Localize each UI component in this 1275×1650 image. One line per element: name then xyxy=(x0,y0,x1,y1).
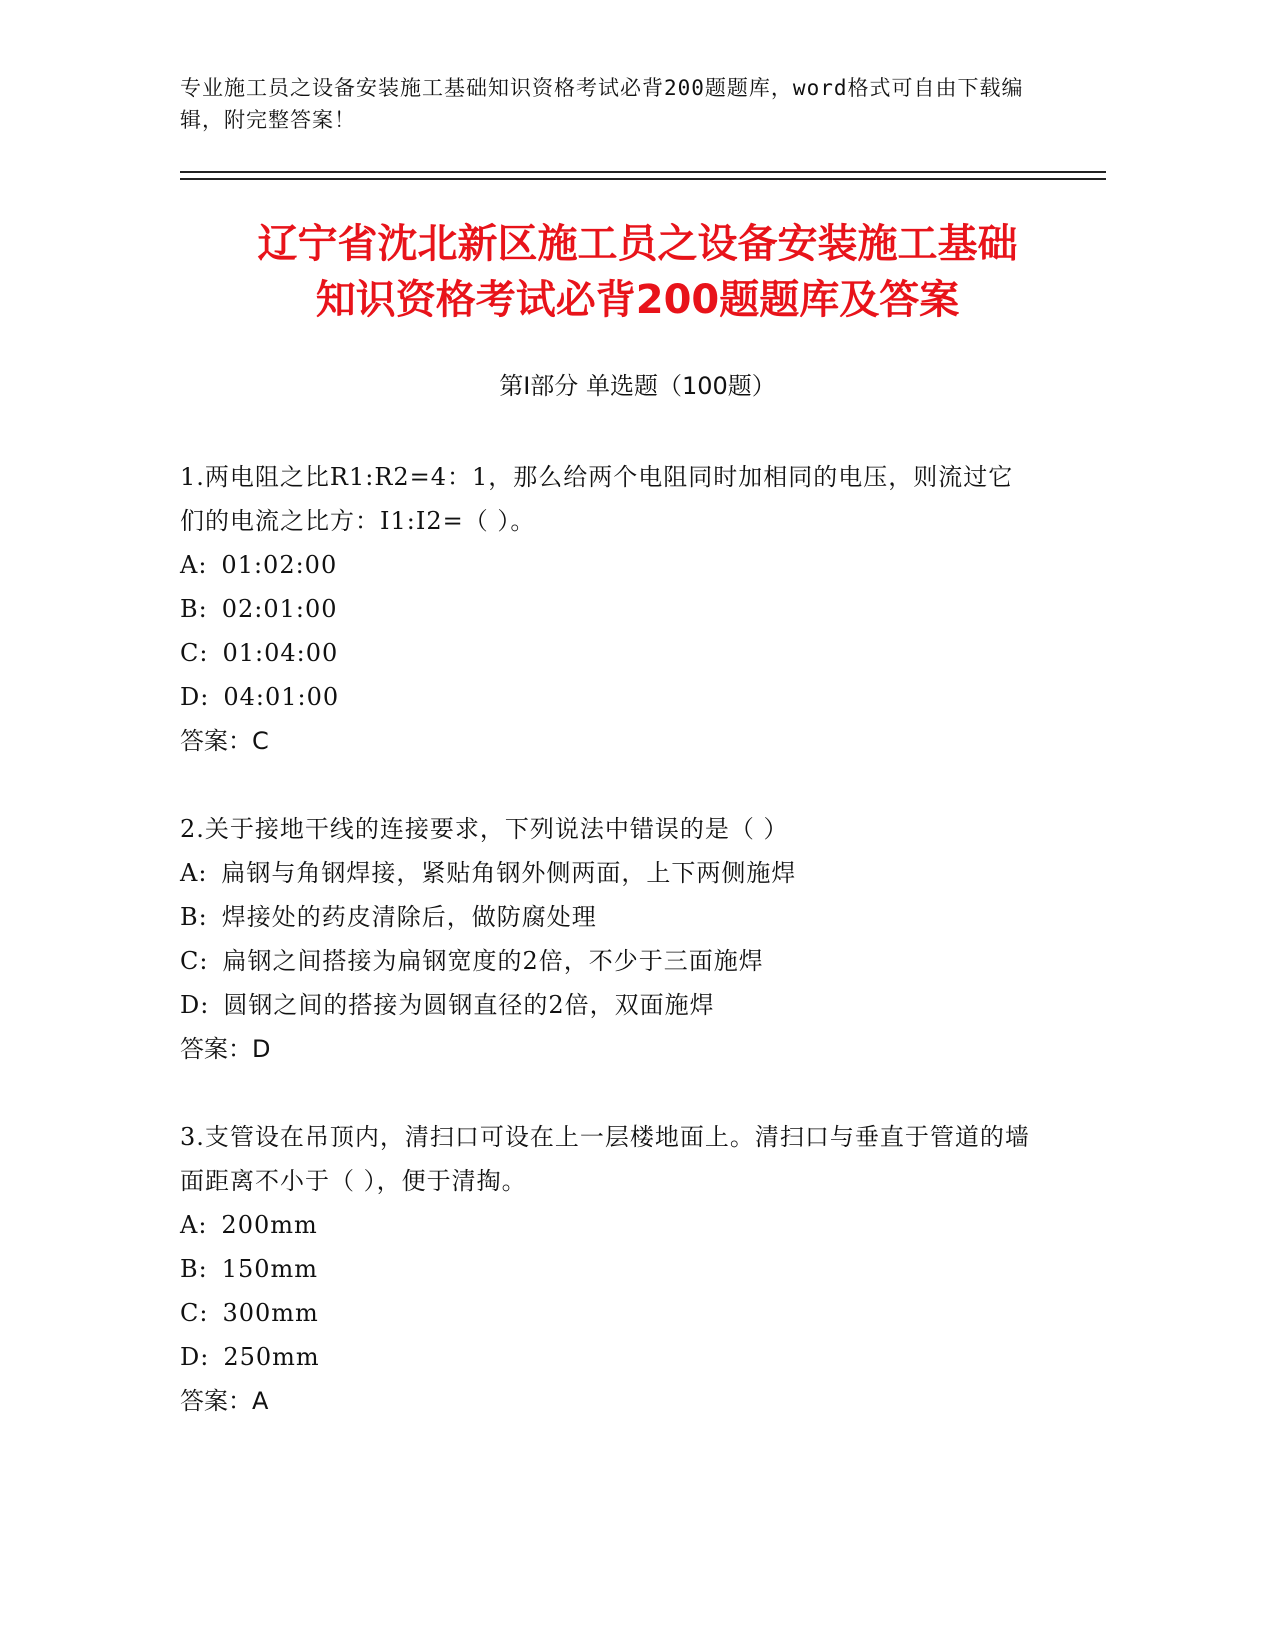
header-divider-top xyxy=(180,171,1106,173)
option-b xyxy=(180,895,1030,939)
question-2 xyxy=(180,807,1030,1071)
option-text: 01:02:00 xyxy=(221,551,338,579)
option-letter: A: xyxy=(180,1211,208,1239)
option-text: 扁钢与角钢焊接，紧贴角钢外侧两面，上下两侧施焊 xyxy=(221,859,797,887)
option-text: 300mm xyxy=(222,1299,319,1327)
option-text: 200mm xyxy=(221,1211,318,1239)
question-list xyxy=(180,455,1030,1467)
option-text: 焊接处的药皮清除后，做防腐处理 xyxy=(221,903,597,931)
option-b xyxy=(180,1247,1030,1291)
option-text: 圆钢之间的搭接为圆钢直径的2倍，双面施焊 xyxy=(223,991,715,1019)
option-text: 250mm xyxy=(223,1343,320,1371)
option-letter: B: xyxy=(180,595,208,623)
option-letter: B: xyxy=(180,1255,208,1283)
answer-line: 答案：A xyxy=(180,1387,269,1415)
title-line-2: 知识资格考试必背200题题库及答案 xyxy=(315,277,960,323)
option-text: 04:01:00 xyxy=(223,683,340,711)
answer-line: 答案：D xyxy=(180,1035,271,1063)
option-d xyxy=(180,983,1030,1027)
header-note: 专业施工员之设备安装施工基础知识资格考试必背200题题库，word格式可自由下载编辑，附完整答案！ xyxy=(180,76,1024,132)
option-letter: C: xyxy=(180,947,209,975)
option-d xyxy=(180,1335,1030,1379)
option-c xyxy=(180,1291,1030,1335)
option-letter: A: xyxy=(180,551,208,579)
option-letter: D: xyxy=(180,991,210,1019)
option-b xyxy=(180,587,1030,631)
question-stem: 3.支管设在吊顶内，清扫口可设在上一层楼地面上。清扫口与垂直于管道的墙面距离不小于（ ），便于清掏。 xyxy=(180,1123,1030,1195)
question-stem: 2.关于接地干线的连接要求，下列说法中错误的是（ ） xyxy=(180,815,789,843)
header-divider-bottom xyxy=(180,178,1106,180)
option-letter: D: xyxy=(180,1343,210,1371)
option-a xyxy=(180,851,1030,895)
option-letter: B: xyxy=(180,903,208,931)
question-1 xyxy=(180,455,1030,763)
option-letter: C: xyxy=(180,639,209,667)
option-text: 150mm xyxy=(221,1255,319,1283)
option-c xyxy=(180,631,1030,675)
answer-line: 答案：C xyxy=(180,727,269,755)
title-line-1: 辽宁省沈北新区施工员之设备安装施工基础 xyxy=(257,221,1018,267)
question-3 xyxy=(180,1115,1030,1423)
option-letter: A: xyxy=(180,859,208,887)
document-title xyxy=(120,216,1155,328)
option-text: 02:01:00 xyxy=(221,595,338,623)
question-stem: 1.两电阻之比R1:R2=4：1，那么给两个电阻同时加相同的电压，则流过它们的电流之比方：I1:I2=（ ）。 xyxy=(180,463,1014,535)
option-a xyxy=(180,1203,1030,1247)
option-letter: C: xyxy=(180,1299,209,1327)
option-letter: D: xyxy=(180,683,210,711)
option-d xyxy=(180,675,1030,719)
option-text: 01:04:00 xyxy=(222,639,339,667)
section-heading: 第I部分 单选题（100题） xyxy=(499,372,776,400)
option-a xyxy=(180,543,1030,587)
option-text: 扁钢之间搭接为扁钢宽度的2倍，不少于三面施焊 xyxy=(222,947,764,975)
option-c xyxy=(180,939,1030,983)
